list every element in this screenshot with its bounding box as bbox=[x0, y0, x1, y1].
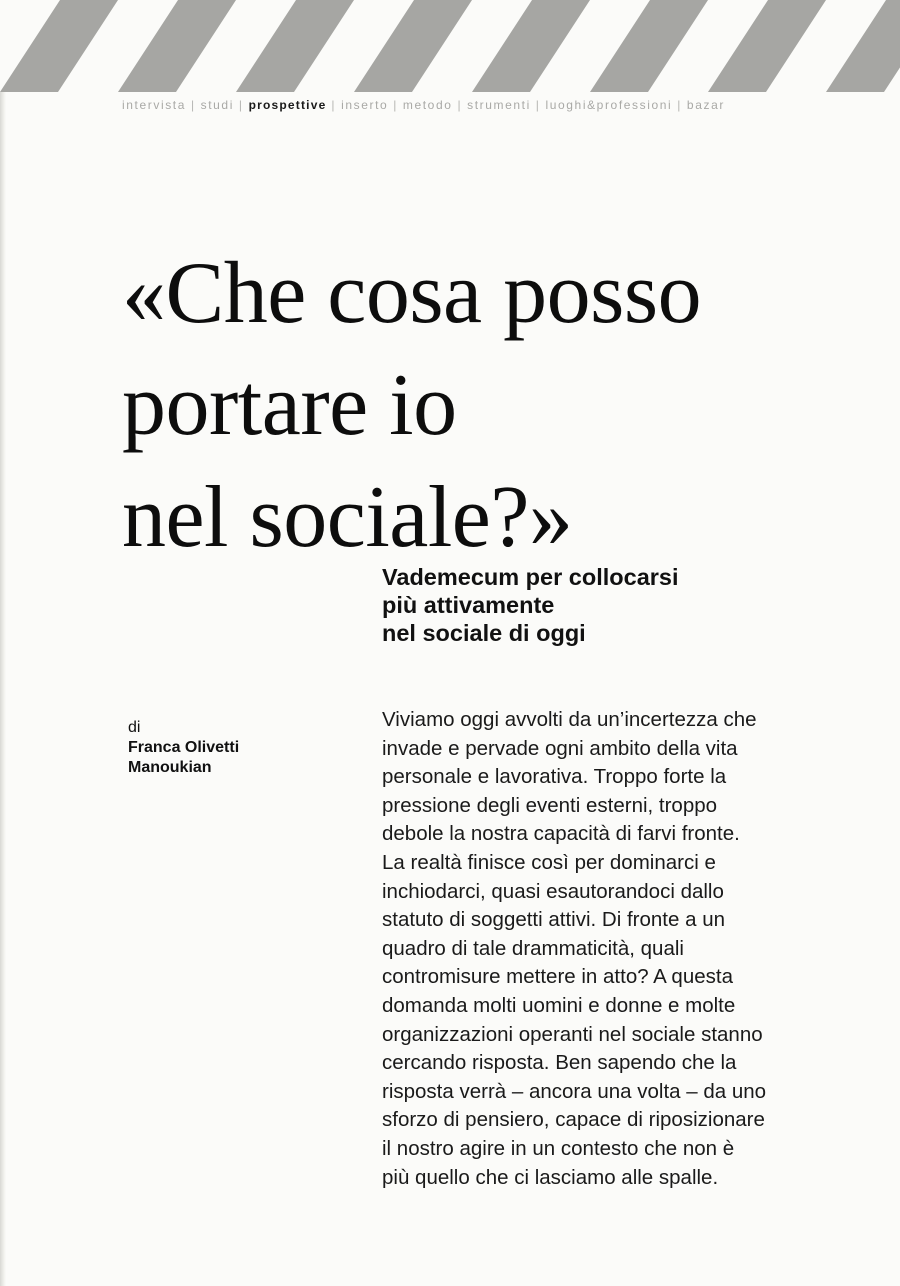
nav-item-studi[interactable]: studi bbox=[200, 98, 234, 112]
lead-line: cercando risposta. Ben sapendo che la bbox=[382, 1051, 737, 1075]
nav-item-luoghi-professioni[interactable]: luoghi&professioni bbox=[545, 98, 673, 112]
byline-prefix: di bbox=[128, 719, 141, 736]
nav-separator: | bbox=[190, 98, 201, 112]
article-subtitle bbox=[382, 563, 842, 647]
lead-line: pressione degli eventi esterni, troppo bbox=[382, 793, 718, 817]
section-nav bbox=[122, 98, 725, 112]
lead-line: risposta verrà – ancora una volta – da uno bbox=[382, 1079, 767, 1103]
lead-paragraph bbox=[382, 706, 852, 1192]
lead-line: organizzazioni operanti nel sociale stanno bbox=[382, 1022, 763, 1046]
page-edge bbox=[0, 0, 6, 1286]
nav-separator: | bbox=[535, 98, 546, 112]
lead-line: inchiodarci, quasi esautorandoci dallo bbox=[382, 879, 724, 903]
nav-separator: | bbox=[331, 98, 342, 112]
lead-line: contromisure mettere in atto? A questa bbox=[382, 965, 733, 989]
lead-line: più quello che ci lasciamo alle spalle. bbox=[382, 1165, 719, 1189]
lead-line: il nostro agire in un contesto che non è bbox=[382, 1136, 735, 1160]
lead-line: personale e lavorativa. Troppo forte la bbox=[382, 765, 727, 789]
subtitle-line: più attivamente bbox=[382, 592, 555, 618]
lead-line: debole la nostra capacità di farvi fronte. bbox=[382, 822, 740, 846]
subtitle-line: Vademecum per collocarsi bbox=[382, 564, 679, 590]
lead-line: sforzo di pensiero, capace di riposizionare bbox=[382, 1108, 765, 1132]
nav-item-intervista[interactable]: intervista bbox=[122, 98, 187, 112]
nav-item-bazar[interactable]: bazar bbox=[686, 98, 725, 112]
nav-separator: | bbox=[393, 98, 403, 112]
nav-item-metodo[interactable]: metodo bbox=[402, 98, 453, 112]
hatched-header-band bbox=[0, 0, 900, 92]
author-name: Franca Olivetti bbox=[128, 739, 240, 756]
subtitle-line: nel sociale di oggi bbox=[382, 620, 586, 646]
article-headline bbox=[122, 238, 842, 574]
lead-line: La realtà finisce così per dominarci e bbox=[382, 850, 716, 874]
nav-separator: | bbox=[677, 98, 687, 112]
lead-line: invade e pervade ogni ambito della vita bbox=[382, 736, 738, 760]
byline bbox=[128, 718, 328, 778]
lead-line: Viviamo oggi avvolti da un’incertezza che bbox=[382, 708, 757, 731]
lead-line: quadro di tale drammaticità, quali bbox=[382, 936, 684, 960]
headline-line: «Che cosa posso bbox=[122, 245, 702, 342]
author-name: Manoukian bbox=[128, 759, 212, 776]
nav-item-prospettive[interactable]: prospettive bbox=[248, 98, 327, 112]
nav-item-strumenti[interactable]: strumenti bbox=[467, 98, 531, 112]
headline-line: nel sociale?» bbox=[122, 469, 573, 566]
nav-separator: | bbox=[238, 98, 249, 112]
nav-separator: | bbox=[457, 98, 468, 112]
lead-line: domanda molti uomini e donne e molte bbox=[382, 993, 736, 1017]
headline-line: portare io bbox=[122, 357, 457, 454]
nav-item-inserto[interactable]: inserto bbox=[341, 98, 389, 112]
lead-line: statuto di soggetti attivi. Di fronte a un bbox=[382, 908, 725, 932]
